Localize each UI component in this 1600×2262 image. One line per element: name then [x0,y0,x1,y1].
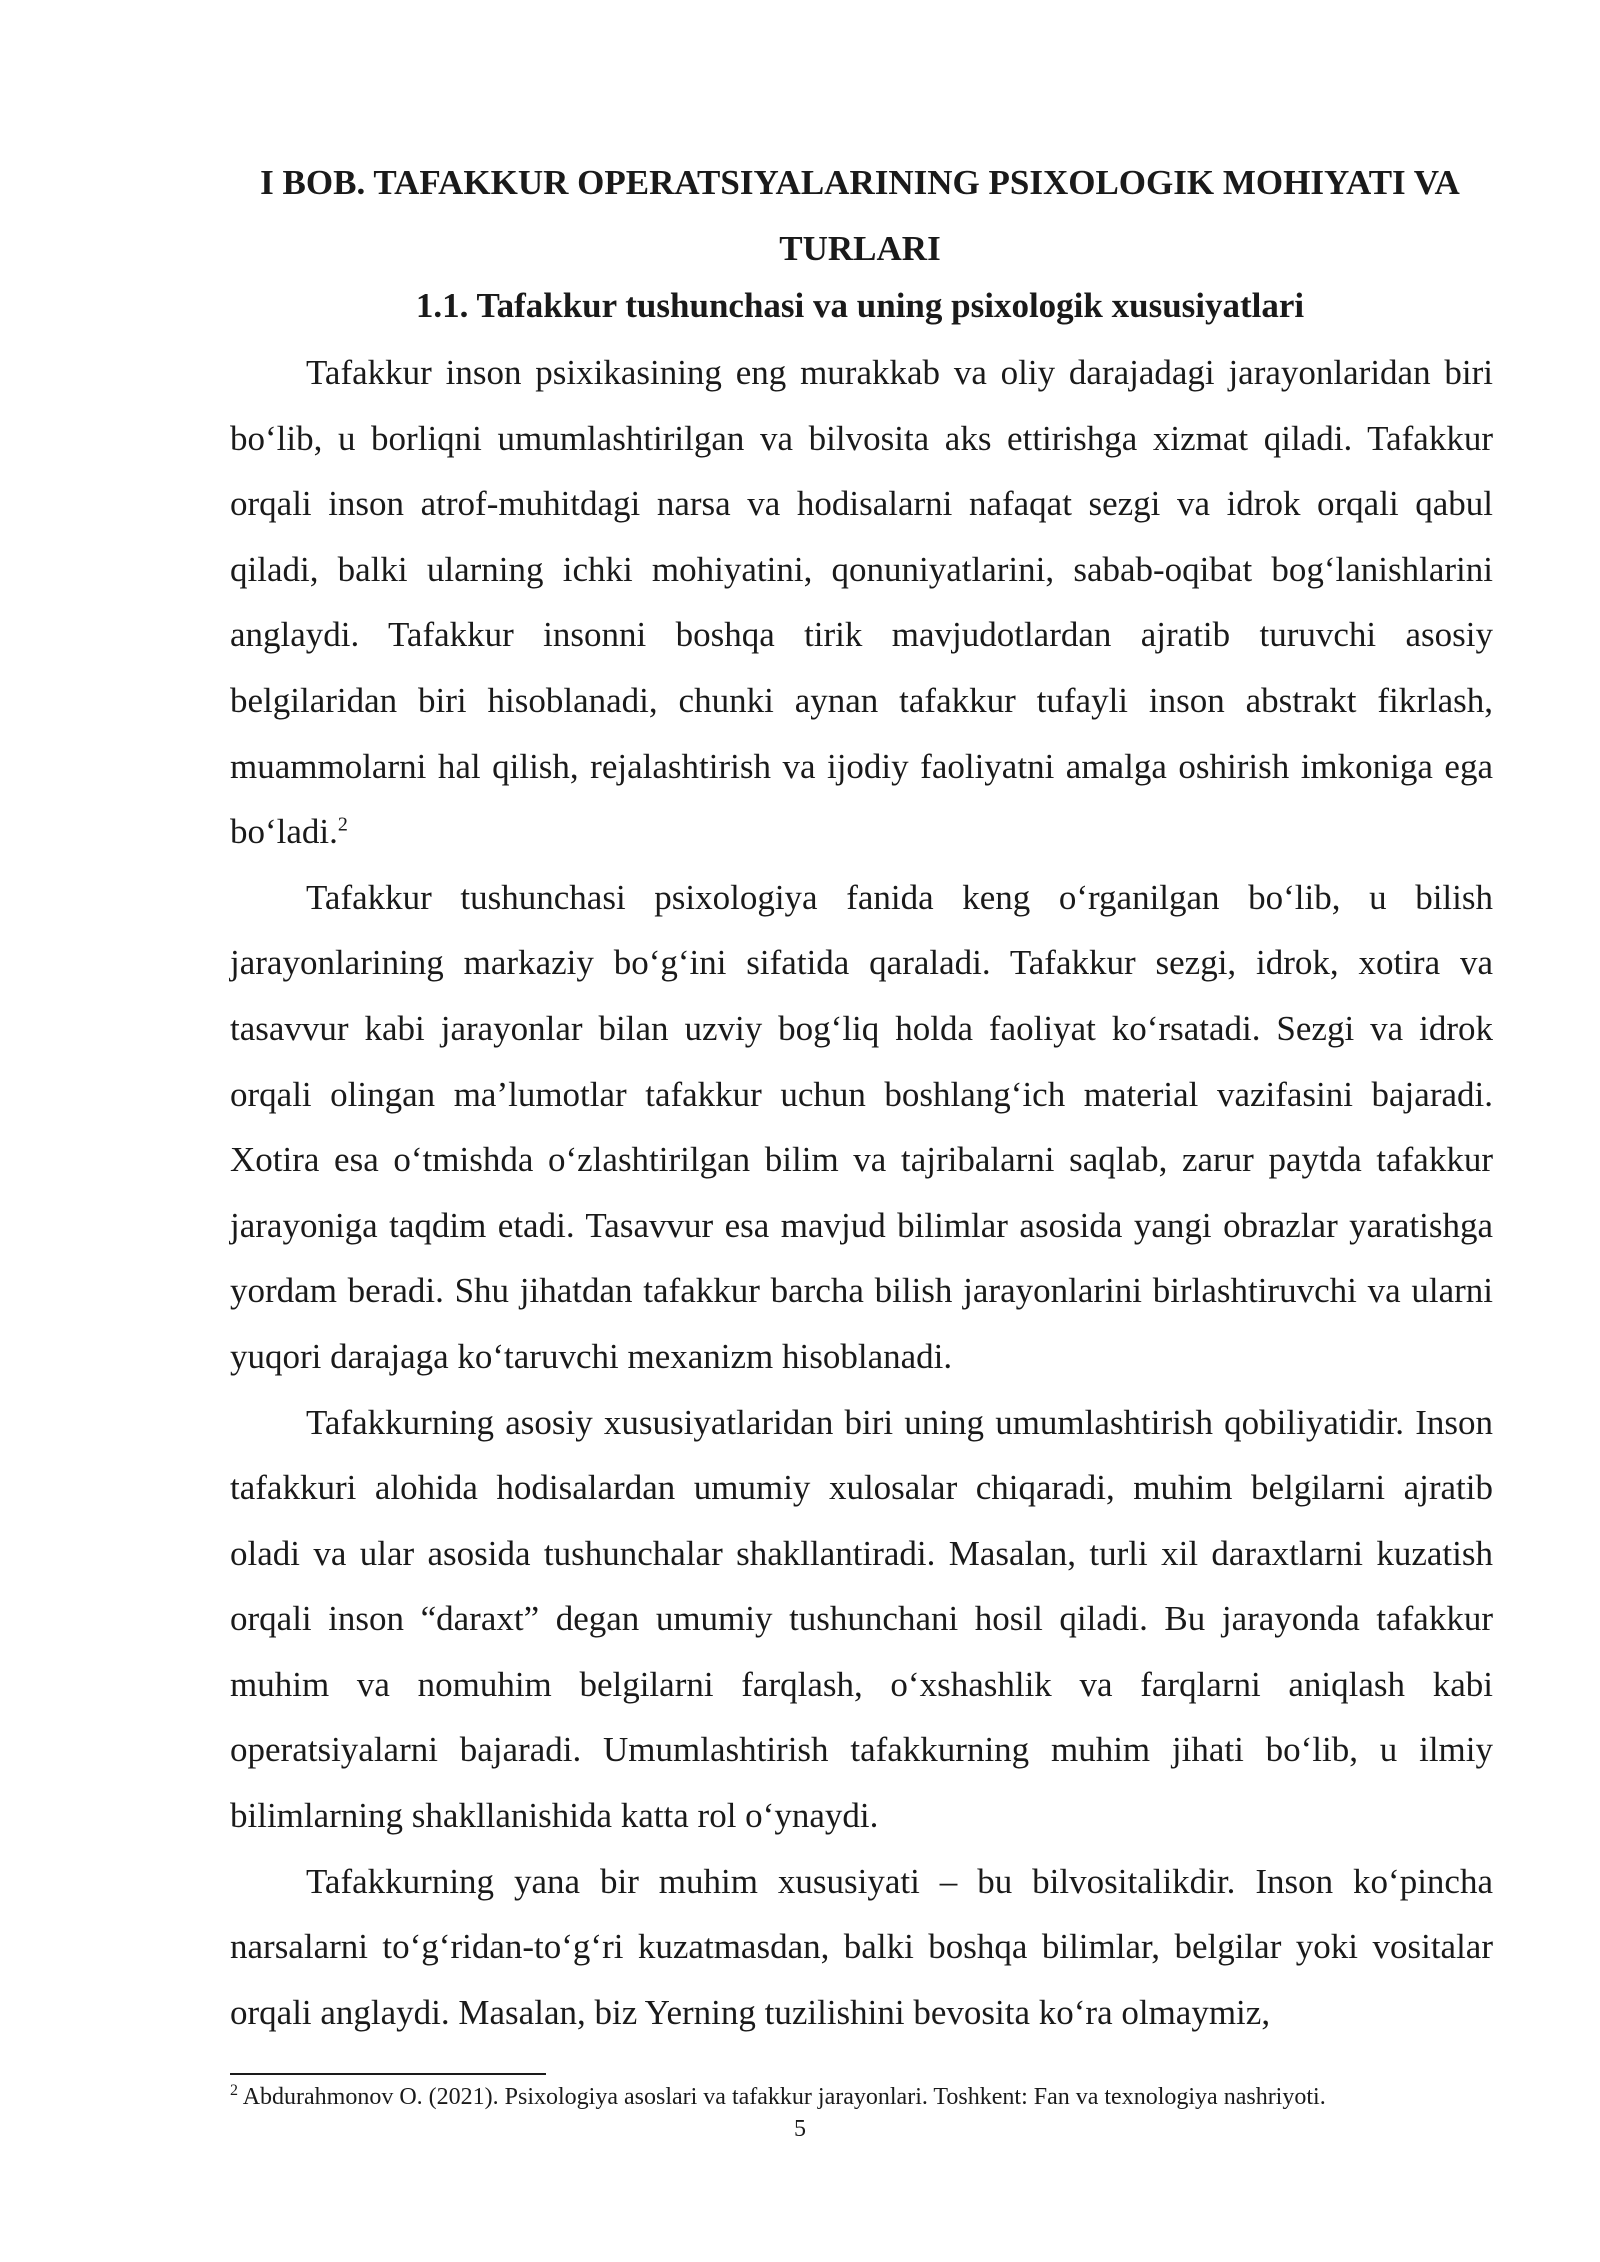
footnote-separator [230,2073,546,2075]
page-number: 5 [794,2116,806,2142]
section-title: 1.1. Tafakkur tushunchasi va uning psixologik xususiyatlari [415,286,1305,325]
chapter-title: I BOB. TAFAKKUR OPERATSIYALARINING PSIXOLOGIK MOHIYATI VA TURLARI [260,163,1460,268]
paragraph-1-text: Tafakkur inson psixikasining eng murakkab va oliy darajadagi jarayonlaridan biri bo‘lib, u borliqni umumlashtirilgan va bilvosita aks ettirishga xizmat qiladi. Tafakkur orqali inson atrof-muhitdagi narsa va hodisalarni nafaqat sezgi va idrok orqali qabul qiladi, balki ularning ichki mohiyatini, qonuniyatlarini, sabab-oqibat bog‘lanishlarini anglaydi. Tafakkur insonni boshqa tirik mavjudotlardan ajratib turuvchi asosiy belgilaridan biri hisoblanadi, chunki aynan tafakkur tufayli inson abstrakt fikrlash, muammolarni hal qilish, rejalashtirish va ijodiy faoliyatni amalga oshirish imkoniga ega bo‘ladi. [230,353,1493,852]
footnote [230,2081,1493,2113]
paragraph-1 [230,340,1493,865]
footnote-text: Abdurahmonov O. (2021). Psixologiya asoslari va tafakkur jarayonlari. Toshkent: Fan va texnologiya nashriyoti. [242,2084,1326,2110]
paragraph-2: Tafakkur tushunchasi psixologiya fanida keng o‘rganilgan bo‘lib, u bilish jarayonlarining markaziy bo‘g‘ini sifatida qaraladi. Tafakkur sezgi, idrok, xotira va tasavvur kabi jarayonlar bilan uzviy bog‘liq holda faoliyat ko‘rsatadi. Sezgi va idrok orqali olingan ma’lumotlar tafakkur uchun boshlang‘ich material vazifasini bajaradi. Xotira esa o‘tmishda o‘zlashtirilgan bilim va tajribalarni saqlab, zarur paytda tafakkur jarayoniga taqdim etadi. Tasavvur esa mavjud bilimlar asosida yangi obrazlar yaratishga yordam beradi. Shu jihatdan tafakkur barcha bilish jarayonlarini birlashtiruvchi va ularni yuqori darajaga ko‘taruvchi mexanizm hisoblanadi. [230,877,1493,1376]
paragraph-4: Tafakkurning yana bir muhim xususiyati – bu bilvositalikdir. Inson ko‘pincha narsalarni to‘g‘ridan-to‘g‘ri kuzatmasdan, balki boshqa bilimlar, belgilar yoki vositalar orqali anglaydi. Masalan, biz Yerning tuzilishini bevosita ko‘ra olmaymiz, [230,1861,1493,2032]
footnote-number: 2 [230,2082,238,2099]
paragraph-3: Tafakkurning asosiy xususiyatlaridan biri uning umumlashtirish qobiliyatidir. Inson tafakkuri alohida hodisalardan umumiy xulosalar chiqaradi, muhim belgilarni ajratib oladi va ular asosida tushunchalar shakllantiradi. Masalan, turli xil daraxtlarni kuzatish orqali inson “daraxt” degan umumiy tushunchani hosil qiladi. Bu jarayonda tafakkur muhim va nomuhim belgilarni farqlash, o‘xshashlik va farqlarni aniqlash kabi operatsiyalarni bajaradi. Umumlashtirish tafakkurning muhim jihati bo‘lib, u ilmiy bilimlarning shakllanishida katta rol o‘ynaydi. [230,1402,1493,1836]
body-text [230,340,1493,2045]
footnote-reference: 2 [337,813,348,836]
